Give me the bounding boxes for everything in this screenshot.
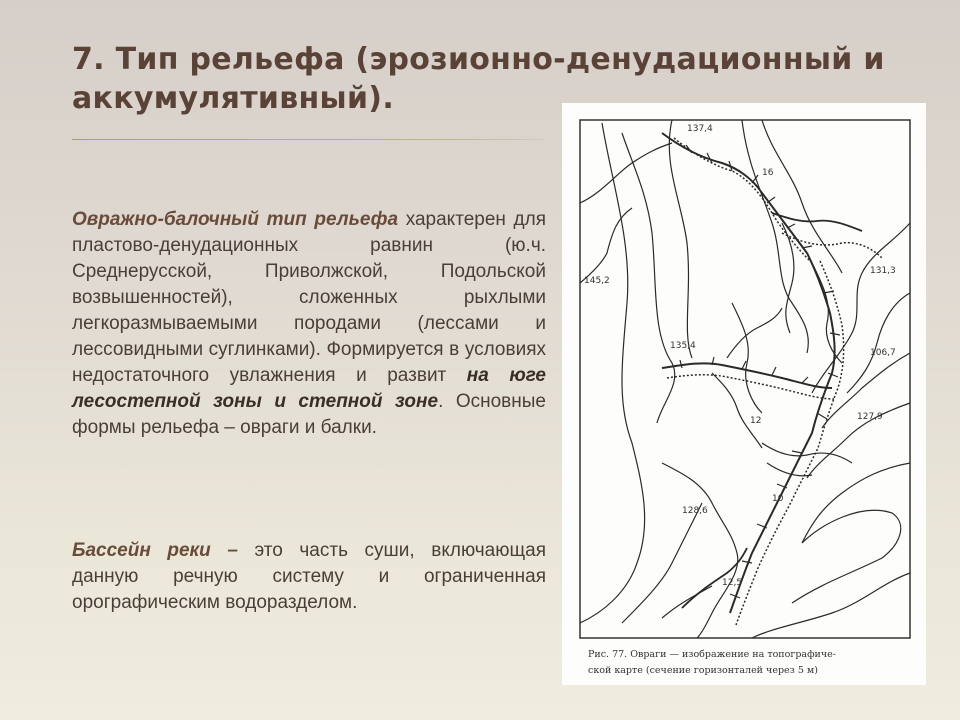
elevation-label: 10: [772, 494, 784, 504]
elevation-label: 127,9: [857, 412, 883, 422]
elevation-label: 12,5: [722, 578, 743, 588]
elevation-label: 12: [750, 416, 762, 426]
elevation-label: 131,3: [870, 266, 896, 276]
paragraph-gully-relief: [72, 207, 546, 441]
paragraph-river-basin: [72, 538, 546, 616]
topographic-map: [562, 103, 926, 685]
elevation-label: 145,2: [584, 276, 610, 286]
topographic-map-figure: [562, 103, 926, 685]
figure-caption-line-2: ской карте (сечение горизонталей через 5 м): [588, 665, 819, 676]
page-title: 7. Тип рельефа (эрозионно-денудационный и аккумулятивный).: [72, 42, 885, 116]
paragraph-gully-text-2: . Основные формы рельефа – овраги и балки.: [72, 391, 546, 438]
term-river-basin: Бассейн реки –: [72, 540, 238, 561]
term-gully-relief: Овражно-балочный тип рельефа: [72, 209, 399, 230]
elevation-label: 128,6: [682, 506, 708, 516]
title-underline: [72, 139, 544, 140]
elevation-label: 137,4: [687, 124, 713, 134]
emphasis-zones: на юге лесостепной зоны и степной зоне: [72, 365, 546, 412]
paragraph-gully-text-1: характерен для пластово-денудационных равнин (ю.ч. Среднерусской, Приволжской, Подольской возвышенностей), сложенных рыхлыми легкоразмываемыми породами (лессами и лессовидными суглинками). Формируется в условиях недостаточного увлажнения и развит: [72, 209, 546, 386]
elevation-label: 16: [762, 168, 774, 178]
elevation-label: 135,4: [670, 341, 696, 351]
elevation-label: 106,7: [870, 348, 896, 358]
figure-caption-line-1: Рис. 77. Овраги — изображение на топографиче-: [588, 649, 836, 660]
paragraph-basin-text: это часть суши, включающая данную речную систему и ограниченная орографическим водоразделом.: [72, 540, 546, 613]
